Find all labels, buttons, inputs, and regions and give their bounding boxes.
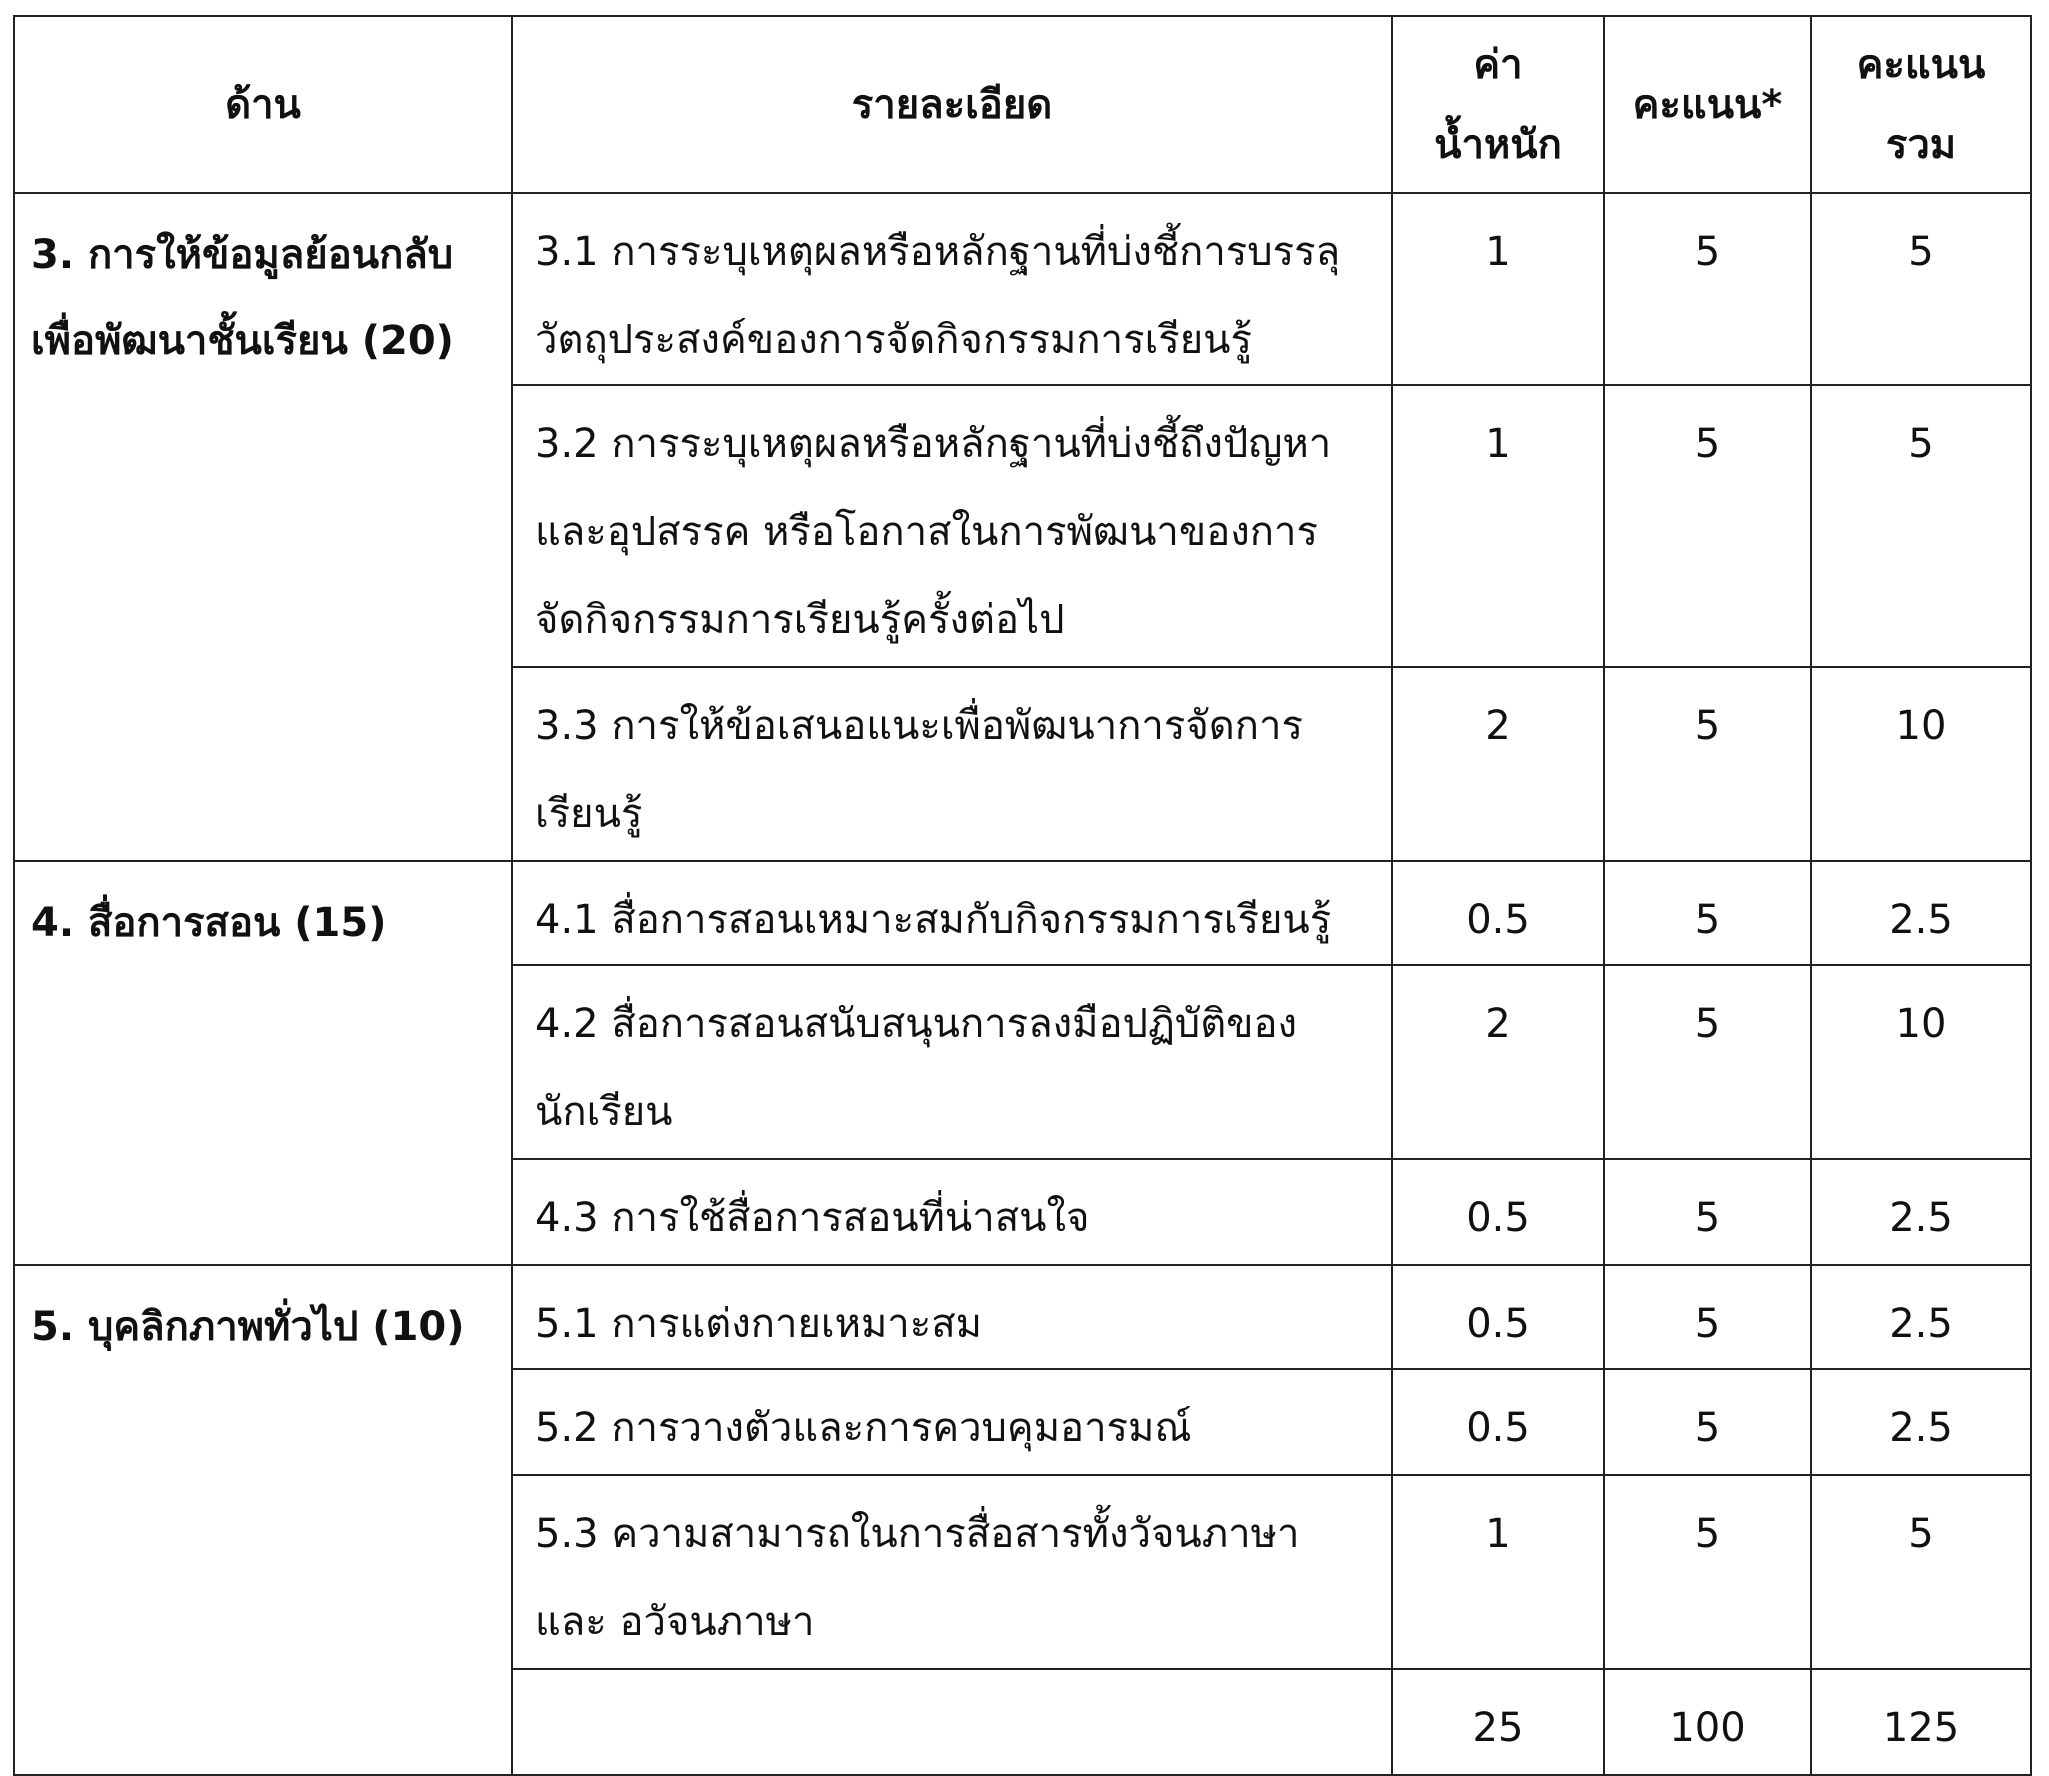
- dimension-cell: 4. สื่อการสอน (15): [14, 861, 512, 1265]
- total-cell: 2.5: [1811, 1369, 2031, 1475]
- weight-cell: 0.5: [1392, 1159, 1604, 1265]
- weight-cell: 1: [1392, 1475, 1604, 1669]
- table-row: [14, 861, 2031, 965]
- table-row: [14, 193, 2031, 385]
- evaluation-table: [13, 15, 2032, 1776]
- detail-cell: 5.1 การแต่งกายเหมาะสม: [512, 1265, 1392, 1369]
- header-dimension: ด้าน: [14, 16, 512, 193]
- header-row: [14, 16, 2031, 193]
- header-total: คะแนน รวม: [1811, 16, 2031, 193]
- detail-cell: 3.2 การระบุเหตุผลหรือหลักฐานที่บ่งชี้ถึงปัญหา และอุปสรรค หรือโอกาสในการพัฒนาของการ จัดกิจกรรมการเรียนรู้ครั้งต่อไป: [512, 385, 1392, 667]
- header-detail: รายละเอียด: [512, 16, 1392, 193]
- detail-cell: 4.1 สื่อการสอนเหมาะสมกับกิจกรรมการเรียนรู้: [512, 861, 1392, 965]
- total-score-cell: 100: [1604, 1669, 1811, 1775]
- score-cell: 5: [1604, 861, 1811, 965]
- detail-cell: 4.2 สื่อการสอนสนับสนุนการลงมือปฏิบัติของ นักเรียน: [512, 965, 1392, 1159]
- total-cell: 10: [1811, 965, 2031, 1159]
- header-score: คะแนน*: [1604, 16, 1811, 193]
- score-cell: 5: [1604, 1159, 1811, 1265]
- total-cell: 5: [1811, 385, 2031, 667]
- detail-cell: 3.1 การระบุเหตุผลหรือหลักฐานที่บ่งชี้การบรรลุ วัตถุประสงค์ของการจัดกิจกรรมการเรียนรู้: [512, 193, 1392, 385]
- weight-cell: 2: [1392, 667, 1604, 861]
- dimension-cell: 3. การให้ข้อมูลย้อนกลับ เพื่อพัฒนาชั้นเรียน (20): [14, 193, 512, 861]
- detail-cell: 5.3 ความสามารถในการสื่อสารทั้งวัจนภาษา และ อวัจนภาษา: [512, 1475, 1392, 1669]
- weight-cell: 2: [1392, 965, 1604, 1159]
- total-cell: 2.5: [1811, 1265, 2031, 1369]
- total-cell: 10: [1811, 667, 2031, 861]
- weight-cell: 0.5: [1392, 861, 1604, 965]
- score-cell: 5: [1604, 667, 1811, 861]
- total-weight-cell: 25: [1392, 1669, 1604, 1775]
- header-weight: ค่า น้ำหนัก: [1392, 16, 1604, 193]
- dimension-cell: 5. บุคลิกภาพทั่วไป (10): [14, 1265, 512, 1775]
- score-cell: 5: [1604, 385, 1811, 667]
- weight-cell: 0.5: [1392, 1369, 1604, 1475]
- detail-cell: 5.2 การวางตัวและการควบคุมอารมณ์: [512, 1369, 1392, 1475]
- weight-cell: 1: [1392, 385, 1604, 667]
- total-cell: 5: [1811, 193, 2031, 385]
- weight-cell: 1: [1392, 193, 1604, 385]
- score-cell: 5: [1604, 1369, 1811, 1475]
- totals-label-cell: [512, 1669, 1392, 1775]
- detail-cell: 3.3 การให้ข้อเสนอแนะเพื่อพัฒนาการจัดการ เรียนรู้: [512, 667, 1392, 861]
- grand-total-cell: 125: [1811, 1669, 2031, 1775]
- score-cell: 5: [1604, 1475, 1811, 1669]
- total-cell: 5: [1811, 1475, 2031, 1669]
- table-row: [14, 1265, 2031, 1369]
- detail-cell: 4.3 การใช้สื่อการสอนที่น่าสนใจ: [512, 1159, 1392, 1265]
- score-cell: 5: [1604, 193, 1811, 385]
- total-cell: 2.5: [1811, 861, 2031, 965]
- score-cell: 5: [1604, 965, 1811, 1159]
- weight-cell: 0.5: [1392, 1265, 1604, 1369]
- total-cell: 2.5: [1811, 1159, 2031, 1265]
- score-cell: 5: [1604, 1265, 1811, 1369]
